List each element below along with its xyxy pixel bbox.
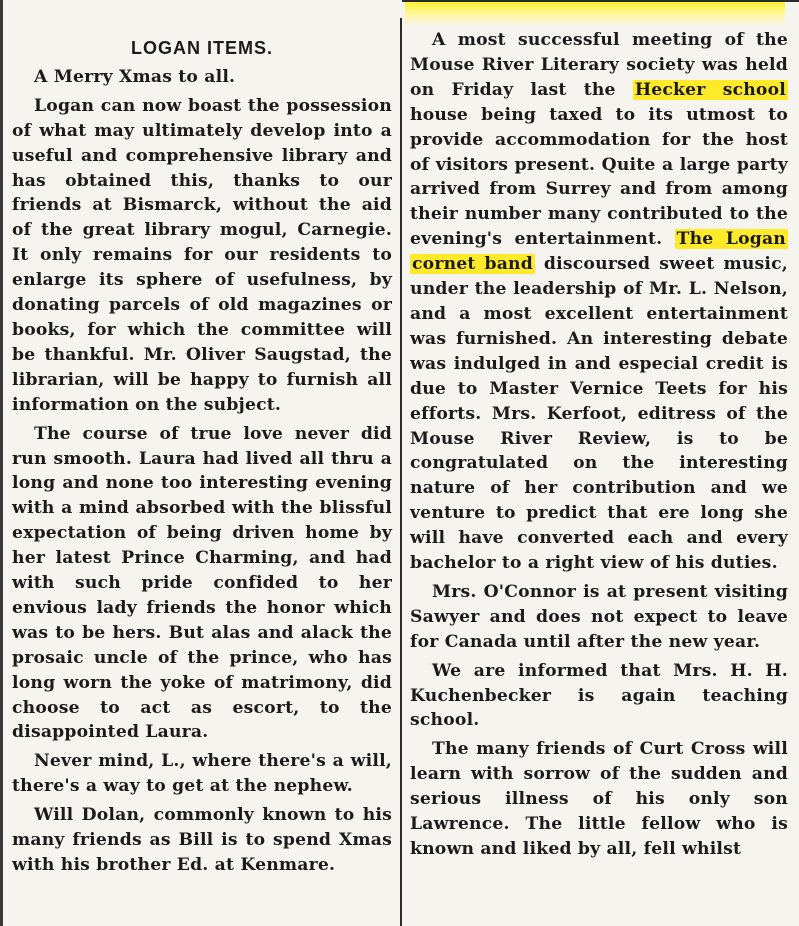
text-run: house being taxed to its utmost to provide accommodation for the host of visitors present. Quite a large party arrived from Surrey and from among their number many contributed to the evening's entertainment. (410, 104, 788, 250)
text-run: A most successful meeting of the Mouse River Literary society was held on Friday last the (410, 30, 788, 100)
left-paragraph: Logan can now boast the possession of what may ultimately develop into a useful and comprehensive library and has obtained this, thanks to our friends at Bismarck, without the aid of the great library mogul, Carnegie. It only remains for our residents to enlarge its sphere of usefulness, by donating parcels of old magazines or books, for which the committee will be thankful. Mr. Oliver Saugstad, the librarian, will be happy to furnish all information on the subject. (12, 95, 392, 415)
highlighted-text: Hecker school (634, 79, 786, 100)
column-divider (400, 18, 402, 926)
right-paragraph: We are informed that Mrs. H. H. Kuchenbecker is again teaching school. (410, 660, 788, 731)
column-top-rule (402, 0, 799, 2)
left-edge-shadow (0, 0, 3, 926)
left-paragraph: A Merry Xmas to all. (34, 66, 236, 87)
top-highlighter-stroke (405, 0, 785, 26)
left-paragraph: Never mind, L., where there's a will, there's a way to get at the nephew. (12, 751, 392, 797)
highlighted-text: The Logan cornet band (412, 229, 786, 275)
section-title: LOGAN ITEMS. (131, 38, 273, 58)
left-column (12, 28, 392, 926)
right-paragraph: The many friends of Curt Cross will learn with sorrow of the sudden and serious illness of his only son Lawrence. The little fellow who is known and liked by all, fell whilst (410, 739, 788, 859)
text-run: discoursed sweet music, under the leadership of Mr. L. Nelson, and a most excellent entertainment was furnished. An interesting debate was indulged in and especial credit is due to Master Vernice Teets for his efforts. Mrs. Kerfoot, editress of the Mouse River Review, is to be congratulated on the interesting nature of her contribution and we venture to predict that ere long she will have converted each and every bachelor to a right view of his duties. (410, 254, 788, 574)
right-paragraph: Mrs. O'Connor is at present visiting Sawyer and does not expect to leave for Canada until after the new year. (410, 581, 788, 652)
literary-society-paragraph (410, 28, 788, 576)
left-paragraph: The course of true love never did run smooth. Laura had lived all thru a long and none too interesting evening with a mind absorbed with the blissful expectation of being driven home by her latest Prince Charming, and had with such pride confided to her envious lady friends the honor which was to be hers. But alas and alack the prosaic uncle of the prince, who has long worn the yoke of matrimony, did choose to act as escort, to the disappointed Laura. (12, 423, 392, 743)
right-column (410, 28, 788, 926)
left-paragraph: Will Dolan, commonly known to his many friends as Bill is to spend Xmas with his brother Ed. at Kenmare. (12, 805, 392, 875)
